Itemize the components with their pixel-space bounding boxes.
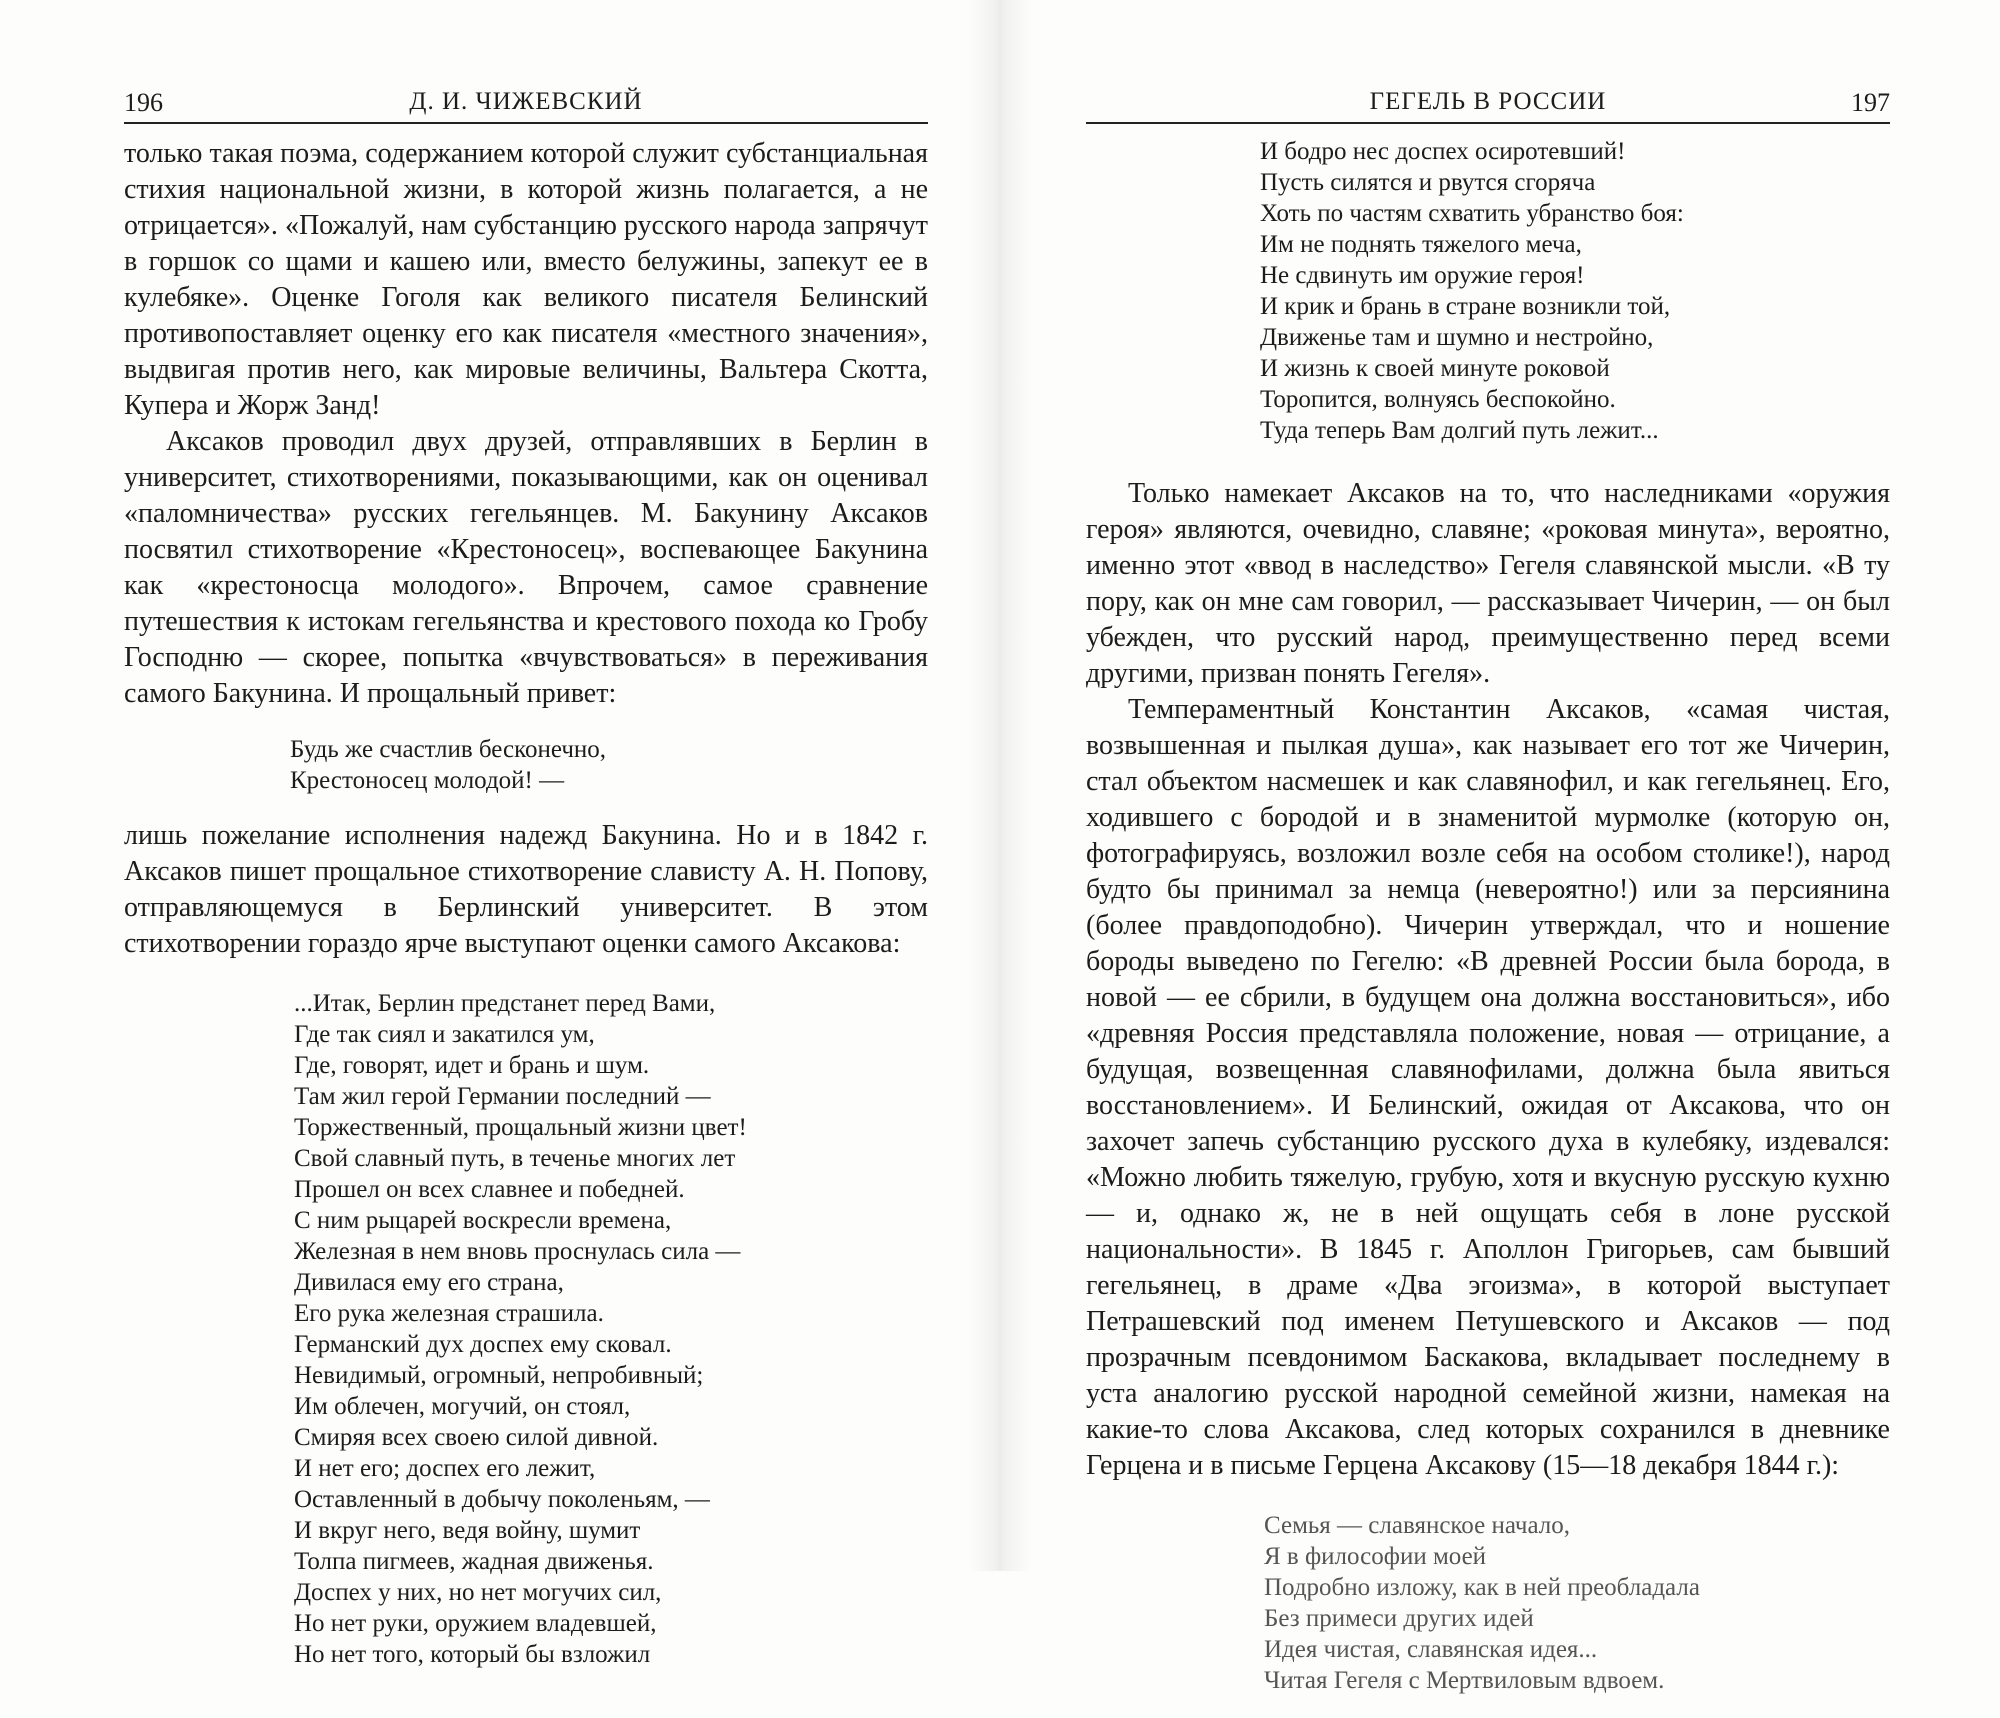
left-page-number: 196 xyxy=(124,88,163,117)
verse-line: Движенье там и шумно и нестройно, xyxy=(1260,324,1654,351)
left-page-body xyxy=(124,136,928,1692)
verse-line: Но нет руки, оружием владевшей, xyxy=(294,1610,657,1637)
verse-line: И бодро нес доспех осиротевший! xyxy=(1260,138,1626,165)
verse-line: Подробно изложу, как в ней преобладала xyxy=(1264,1574,1700,1601)
verse-line: Германский дух доспех ему сковал. xyxy=(294,1331,672,1358)
right-verse-2 xyxy=(1086,1510,1890,1696)
verse-line: Там жил герой Германии последний — xyxy=(294,1083,711,1110)
verse-line: Где, говорят, идет и брань и шум. xyxy=(294,1052,650,1079)
verse-line: Торопится, волнуясь беспокойно. xyxy=(1260,386,1616,413)
verse-line: И вкруг него, ведя войну, шумит xyxy=(294,1517,641,1544)
verse-line: И нет его; доспех его лежит, xyxy=(294,1455,596,1482)
right-verse-1 xyxy=(1086,136,1890,446)
right-paragraph-1: Только намекает Аксаков на то, что наследниками «оружия героя» являются, очевидно, славяне; «роковая минута», вероятно, именно этот «ввод в наследство» Гегеля славянской мысли. «В ту пору, как он мне сам говорил, — рассказывает Чичерин, — он был убежден, что русский народ, преимущественно перед всеми другими, призван понять Гегеля». xyxy=(1086,478,1890,689)
left-paragraph-1: только такая поэма, содержанием которой служит субстанциальная стихия национальной жизни, в которой жизнь полагается, а не отрицается». «Пожалуй, нам субстанцию русского народа запрячут в горшок со щами и кашею или, вместо белужины, запекут ее в кулебяке». Оценке Гоголя как великого писателя Белинский противопоставляет оценку его как писателя «местного значения», выдвигая против него, как мировые величины, Вальтера Скотта, Купера и Жорж Занд! xyxy=(124,138,928,421)
verse-line: Будь же счастлив бесконечно, xyxy=(290,736,607,763)
verse-line: Дивилася ему его страна, xyxy=(294,1269,564,1296)
verse-line: Хоть по частям схватить убранство боя: xyxy=(1260,200,1684,227)
verse-line: Невидимый, огромный, непробивный; xyxy=(294,1362,704,1389)
verse-line: Читая Гегеля с Мертвиловым вдвоем. xyxy=(1264,1667,1665,1694)
left-paragraph-3: лишь пожелание исполнения надежд Бакунина. Но и в 1842 г. Аксаков пишет прощальное стихотворение слависту А. Н. Попову, отправляющемуся в Берлинский университет. В этом стихотворении гораздо ярче выступают оценки самого Аксакова: xyxy=(124,820,928,959)
left-page xyxy=(0,0,1000,1668)
verse-line: Крестоносец молодой! — xyxy=(290,767,565,794)
right-page-body xyxy=(1086,136,1890,1718)
verse-line: Семья — славянское начало, xyxy=(1264,1512,1571,1539)
verse-line: Я в философии моей xyxy=(1264,1543,1487,1570)
left-paragraph-2: Аксаков проводил двух друзей, отправлявших в Берлин в университет, стихотворениями, показывающими, как он оценивал «паломничества» русских гегельянцев. М. Бакунину Аксаков посвятил стихотворение «Крестоносец», воспевающее Бакунина как «крестоносца молодого». Впрочем, самое сравнение путешествия к истокам гегельянства и крестового похода ко Гробу Господню — скорее, попытка «вчувствоваться» в переживания самого Бакунина. И прощальный привет: xyxy=(124,426,928,709)
right-running-head: ГЕГЕЛЬ В РОССИИ xyxy=(1369,88,1607,115)
verse-line: Прошел он всех славнее и победней. xyxy=(294,1176,685,1203)
verse-line: Его рука железная страшила. xyxy=(294,1300,604,1327)
left-verse-2 xyxy=(124,988,928,1670)
verse-line: Где так сиял и закатился ум, xyxy=(294,1021,595,1048)
left-page-header xyxy=(124,88,928,124)
verse-line: Им облечен, могучий, он стоял, xyxy=(294,1393,631,1420)
right-page-number: 197 xyxy=(1851,88,1890,117)
verse-line: Свой славный путь, в теченье многих лет xyxy=(294,1145,736,1172)
verse-line: Пусть силятся и рвутся сгоряча xyxy=(1260,169,1596,196)
right-page xyxy=(1000,0,2000,1694)
verse-line: Торжественный, прощальный жизни цвет! xyxy=(294,1114,747,1141)
right-page-header xyxy=(1086,88,1890,124)
verse-line: Железная в нем вновь проснулась сила — xyxy=(294,1238,741,1265)
verse-line: Оставленный в добычу поколеньям, — xyxy=(294,1486,710,1513)
left-running-head: Д. И. ЧИЖЕВСКИЙ xyxy=(409,88,643,115)
verse-line: Но нет того, который бы взложил xyxy=(294,1641,651,1668)
verse-line: ...Итак, Берлин предстанет перед Вами, xyxy=(294,990,716,1017)
right-paragraph-2: Темпераментный Константин Аксаков, «самая чистая, возвышенная и пылкая душа», как называет его тот же Чичерин, стал объектом насмешек и как славянофил, и как гегельянец. Его, ходившего с бородой и в знаменитой мурмолке (которую он, фотографируясь, возложил возле себя на особом столике!), народ будто бы принимал за немца (невероятно!) или за персиянина (более правдоподобно). Чичерин утверждал, что и ношение бороды выведено по Гегелю: «В древней России была борода, в новой — ее сбрили, в будущем она должна восстановиться», ибо «древняя Россия представляла положение, новая — отрицание, а будущая, возвещенная славянофилами, должна была явиться восстановлением». И Белинский, ожидая от Аксакова, что он захочет запечь субстанцию русского духа в кулебяку, издевался: «Можно любить тяжелую, грубую, хотя и вкусную русскую кухню — и, однако ж, не в ней ощущать себя в лоне русской национальности». В 1845 г. Аполлон Григорьев, сам бывший гегельянец, в драме «Два эгоизма», в которой выступает Петрашевский под именем Петушевского и Аксаков — под прозрачным псевдонимом Баскакова, вкладывает последнему в уста аналогию русской народной семейной жизни, намекая на какие-то слова Аксакова, след которых сохранился в дневнике Герцена и в письме Герцена Аксакову (15—18 декабря 1844 г.): xyxy=(1086,694,1890,1481)
verse-line: Доспех у них, но нет могучих сил, xyxy=(294,1579,662,1606)
verse-line: Идея чистая, славянская идея... xyxy=(1264,1636,1598,1663)
verse-line: Туда теперь Вам долгий путь лежит... xyxy=(1260,417,1659,444)
verse-line: Им не поднять тяжелого меча, xyxy=(1260,231,1582,258)
verse-line: Толпа пигмеев, жадная движенья. xyxy=(294,1548,654,1575)
verse-line: Смиряя всех своею силой дивной. xyxy=(294,1424,659,1451)
verse-line: И жизнь к своей минуте роковой xyxy=(1260,355,1610,382)
verse-line: И крик и брань в стране возникли той, xyxy=(1260,293,1671,320)
verse-line: Без примеси других идей xyxy=(1264,1605,1534,1632)
verse-line: Не сдвинуть им оружие героя! xyxy=(1260,262,1585,289)
left-verse-1 xyxy=(124,734,928,796)
verse-line: С ним рыцарей воскресли времена, xyxy=(294,1207,672,1234)
